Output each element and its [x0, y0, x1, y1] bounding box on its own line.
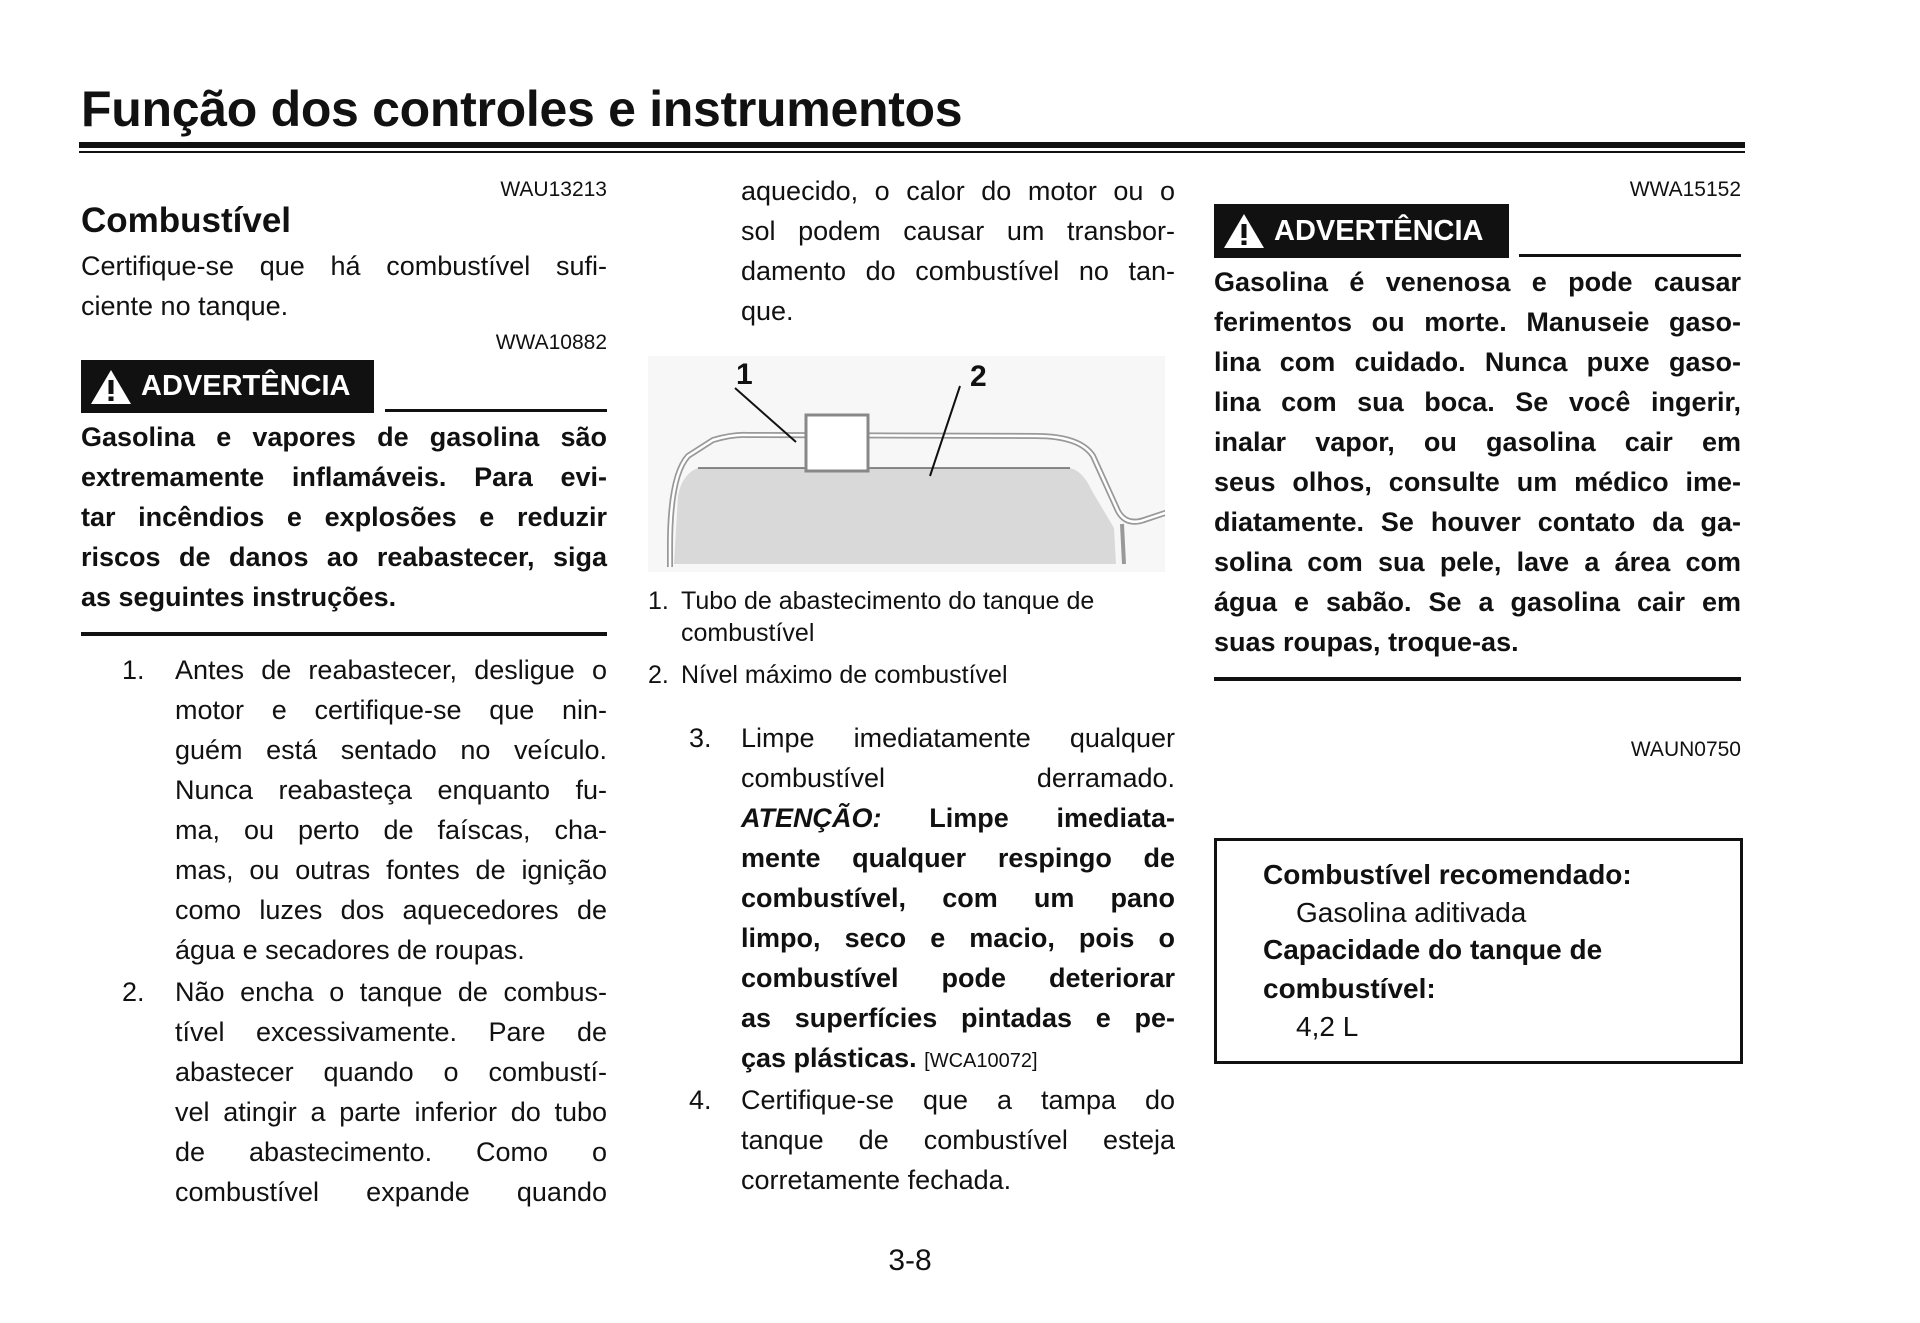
text-line: abastecer quando o combustí-	[175, 1057, 607, 1087]
title-rule-thin	[79, 151, 1745, 153]
fuel-spec-box	[1214, 838, 1743, 1064]
section-code: WAU13213	[500, 178, 607, 201]
callout-1: 1	[736, 358, 753, 391]
attention-label: ATENÇÃO:	[741, 803, 882, 833]
step-2-continued	[741, 171, 1175, 331]
section-heading: Combustível	[81, 201, 292, 240]
text-line: Antes de reabastecer, desligue o	[175, 655, 607, 685]
text-line: solina com sua pele, lave a área com	[1214, 547, 1741, 577]
attention-text: ças plásticas.	[741, 1043, 917, 1073]
text-line: ma, ou perto de faíscas, cha-	[175, 815, 607, 845]
text-line: sol podem causar um transbor-	[741, 216, 1175, 246]
text-line: suas roupas, troque-as.	[1214, 627, 1519, 657]
step-number: 1.	[122, 655, 145, 685]
fuel-tank-figure	[648, 356, 1165, 572]
text-line: seus olhos, consulte um médico ime-	[1214, 467, 1741, 497]
text-line: as seguintes instruções.	[81, 582, 397, 612]
text-line: mas, ou outras fontes de ignição	[175, 855, 607, 885]
text-line: tar incêndios e explosões e reduzir	[81, 502, 607, 532]
warning-code: WWA15152	[1629, 178, 1741, 201]
attention-lines	[741, 838, 1175, 1038]
caution-code: [WCA10072]	[924, 1050, 1038, 1072]
warning-code: WWA10882	[495, 331, 607, 354]
fuel-label: Combustível recomendado:	[1263, 859, 1632, 890]
text-line: água e secadores de roupas.	[175, 935, 525, 965]
capacity-label-cont: combustível:	[1263, 973, 1436, 1004]
warning-label: ADVERTÊNCIA	[1274, 214, 1484, 247]
text-line: ferimentos ou morte. Manuseie gaso-	[1214, 307, 1741, 337]
text-line: lina com sua boca. Se você ingerir,	[1214, 387, 1741, 417]
warning-text	[81, 417, 607, 617]
caption-number: 1.	[648, 587, 669, 615]
capacity-label: Capacidade do tanque de	[1263, 934, 1603, 965]
text-line: combustível, com um pano	[741, 883, 1175, 913]
text-line: Nunca reabasteça enquanto fu-	[175, 775, 607, 805]
warning-text	[1214, 262, 1741, 662]
text-line: combustível derramado.	[741, 763, 1175, 793]
text-line: corretamente fechada.	[741, 1165, 1012, 1195]
text-line: extremamente inflamáveis. Para evi-	[81, 462, 607, 492]
text-line: mente qualquer respingo de	[741, 843, 1175, 873]
text-line: tível excessivamente. Pare de	[175, 1017, 607, 1047]
caption-number: 2.	[648, 661, 669, 689]
text-line: combustível expande quando	[175, 1177, 607, 1207]
text-line: tanque de combustível esteja	[741, 1125, 1175, 1155]
attention-last-line	[741, 1038, 1175, 1078]
text-line: as superfícies pintadas e pe-	[741, 1003, 1175, 1033]
step-2-text	[175, 972, 607, 1212]
text-line: motor e certifique-se que nin-	[175, 695, 607, 725]
text-line: lina com cuidado. Nunca puxe gaso-	[1214, 347, 1741, 377]
fuel-tank-illustration	[648, 356, 1165, 572]
caption-1-line-1: Tubo de abastecimento do tanque de	[681, 587, 1095, 615]
warning-end-rule	[81, 632, 607, 636]
text-line: Certifique-se que a tampa do	[741, 1085, 1175, 1115]
fuel-value: Gasolina aditivada	[1296, 897, 1527, 928]
caption-1-line-2: combustível	[681, 619, 815, 647]
text-line: água e sabão. Se a gasolina cair em	[1214, 587, 1741, 617]
intro-paragraph	[81, 246, 607, 326]
text-line: riscos de danos ao reabastecer, siga	[81, 542, 607, 572]
warning-underline	[385, 409, 607, 412]
text-line: Não encha o tanque de combus-	[175, 977, 607, 1007]
text-line: de abastecimento. Como o	[175, 1137, 607, 1167]
warning-end-rule	[1214, 677, 1741, 681]
step-4-text	[741, 1080, 1175, 1200]
text-line: que.	[741, 296, 794, 326]
text-line: guém está sentado no veículo.	[175, 735, 607, 765]
step-3-text	[741, 718, 1175, 1078]
spec-code: WAUN0750	[1630, 738, 1741, 761]
text-line: ciente no tanque.	[81, 291, 289, 321]
text-line: limpo, seco e macio, pois o	[741, 923, 1175, 953]
attention-line	[741, 798, 1175, 838]
text-line: Certifique-se que há combustível sufi-	[81, 251, 607, 281]
step-1-text	[175, 650, 607, 970]
text-line: como luzes dos aquecedores de	[175, 895, 607, 925]
page-title: Função dos controles e instrumentos	[81, 81, 963, 137]
warning-label: ADVERTÊNCIA	[141, 370, 351, 402]
text-line: Limpe imediatamente qualquer	[741, 723, 1175, 753]
text-line: damento do combustível no tan-	[741, 256, 1175, 286]
callout-2: 2	[970, 360, 987, 393]
step-number: 4.	[689, 1085, 712, 1115]
page-number: 3-8	[888, 1244, 932, 1277]
warning-underline	[1519, 254, 1741, 257]
step-number: 3.	[689, 723, 712, 753]
text-line: aquecido, o calor do motor ou o	[741, 176, 1175, 206]
text-line: inalar vapor, ou gasolina cair em	[1214, 427, 1741, 457]
warning-triangle-icon	[1222, 212, 1266, 250]
text-line: diatamente. Se houver contato da ga-	[1214, 507, 1741, 537]
text-line: vel atingir a parte inferior do tubo	[175, 1097, 607, 1127]
caption-2-line-1: Nível máximo de combustível	[681, 661, 1008, 689]
text-line: Gasolina e vapores de gasolina são	[81, 422, 607, 452]
capacity-value: 4,2 L	[1296, 1011, 1359, 1042]
attention-text: Limpe imediata-	[929, 803, 1175, 833]
warning-header	[81, 360, 374, 413]
step-number: 2.	[122, 977, 145, 1007]
text-line: combustível pode deteriorar	[741, 963, 1175, 993]
warning-header	[1214, 204, 1509, 258]
text-line: Gasolina é venenosa e pode causar	[1214, 267, 1741, 297]
title-rule	[79, 142, 1745, 148]
warning-triangle-icon	[89, 368, 133, 406]
